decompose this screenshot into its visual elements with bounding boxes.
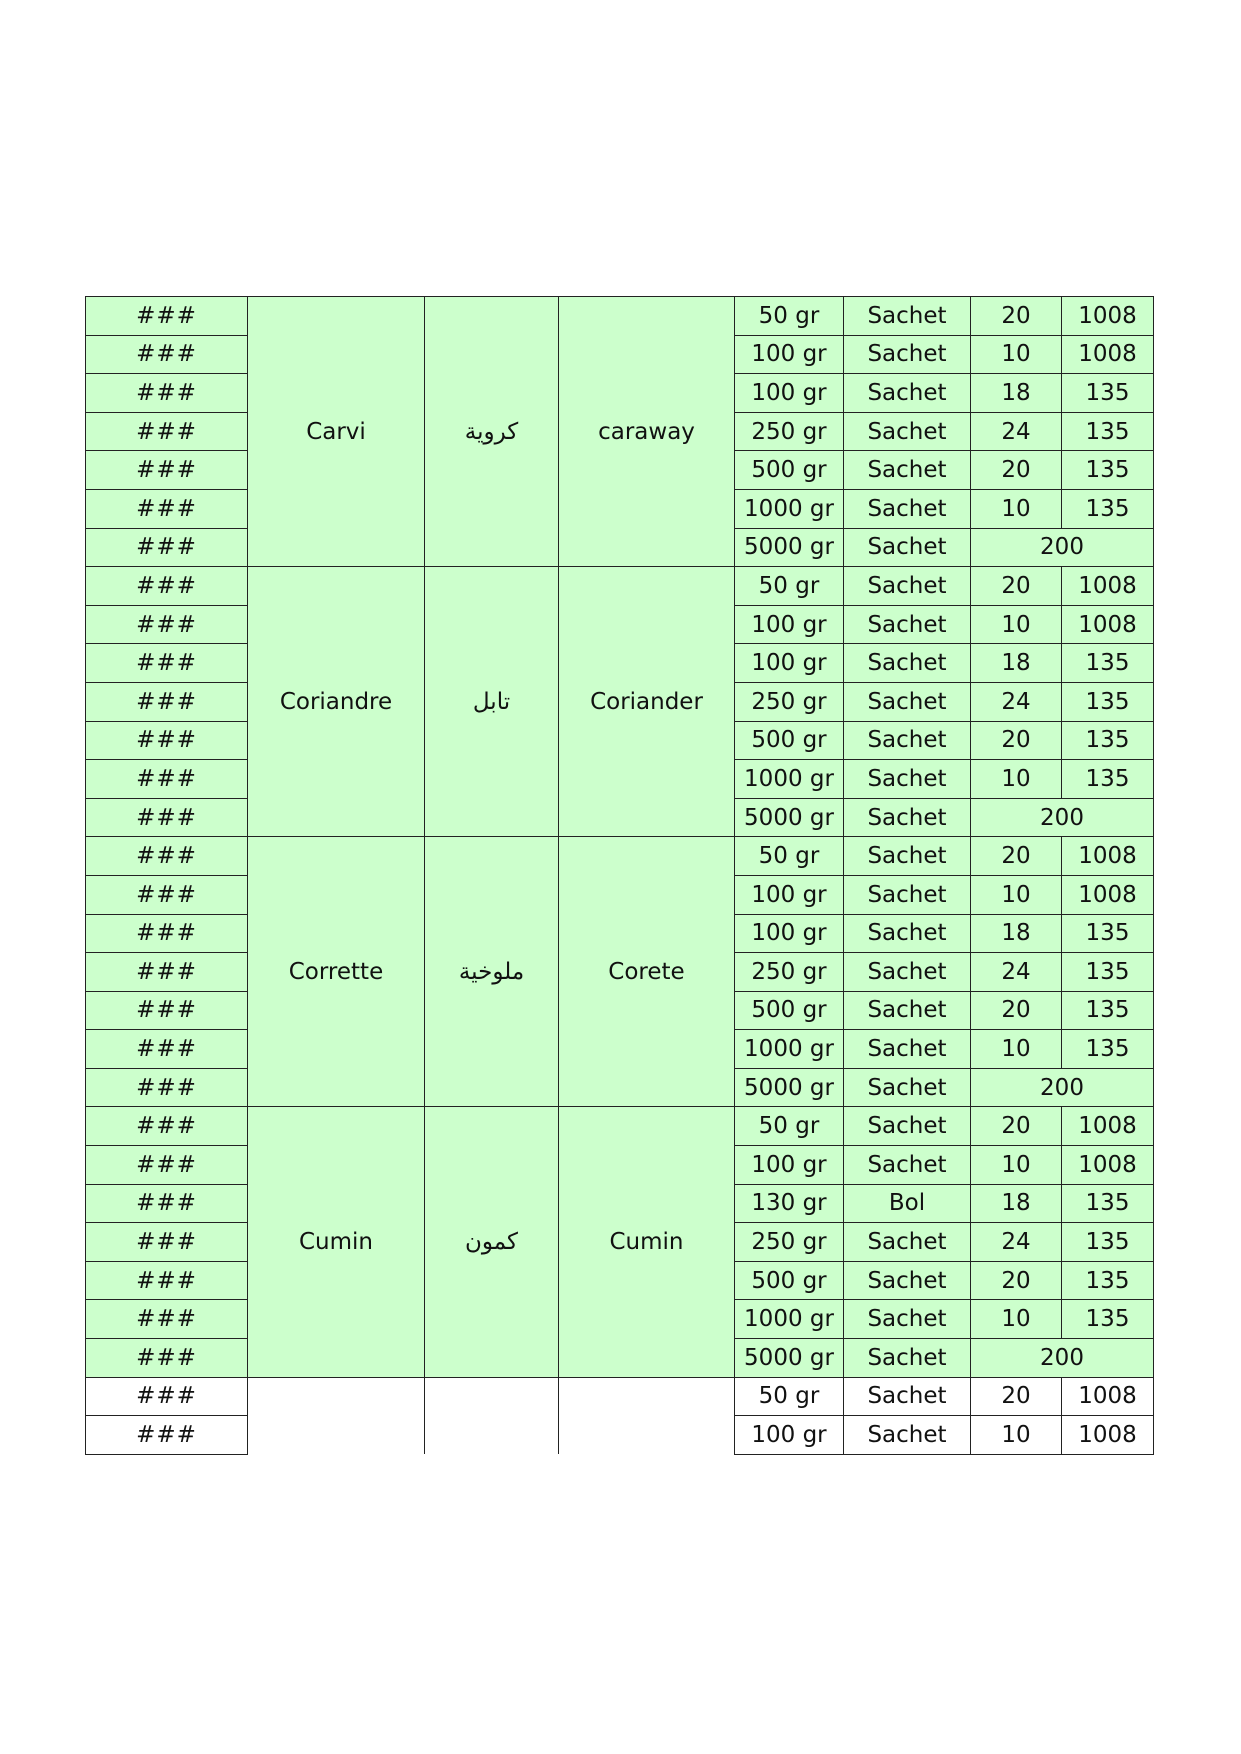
carton-cell: 135: [1062, 721, 1154, 760]
quantity-cell: 10: [971, 1146, 1062, 1185]
packaging-cell: Sachet: [844, 1068, 971, 1107]
weight-cell: 1000 gr: [735, 1300, 844, 1339]
quantity-cell: 10: [971, 489, 1062, 528]
packaging-cell: Sachet: [844, 798, 971, 837]
product-name-fr: Carvi: [248, 297, 425, 567]
code-cell: ###: [86, 991, 248, 1030]
code-cell: ###: [86, 721, 248, 760]
packaging-cell: Sachet: [844, 1377, 971, 1416]
packaging-cell: Bol: [844, 1184, 971, 1223]
weight-cell: 5000 gr: [735, 528, 844, 567]
weight-cell: 1000 gr: [735, 760, 844, 799]
packaging-cell: Sachet: [844, 875, 971, 914]
product-name-fr: Coriandre: [248, 567, 425, 837]
packaging-cell: Sachet: [844, 567, 971, 606]
carton-cell: 1008: [1062, 567, 1154, 606]
table-row: [86, 567, 1154, 606]
product-name-en: Corete: [559, 837, 735, 1107]
carton-cell: 1008: [1062, 1146, 1154, 1185]
code-cell: ###: [86, 1339, 248, 1378]
product-name-ar: تابل: [425, 567, 559, 837]
weight-cell: 250 gr: [735, 682, 844, 721]
product-name-ar: كمون: [425, 1107, 559, 1377]
weight-cell: 50 gr: [735, 297, 844, 336]
code-cell: ###: [86, 489, 248, 528]
packaging-cell: Sachet: [844, 953, 971, 992]
packaging-cell: Sachet: [844, 837, 971, 876]
code-cell: ###: [86, 1030, 248, 1069]
code-cell: ###: [86, 412, 248, 451]
carton-cell: 135: [1062, 1261, 1154, 1300]
product-name-fr: Corrette: [248, 837, 425, 1107]
weight-cell: 5000 gr: [735, 1068, 844, 1107]
packaging-cell: Sachet: [844, 760, 971, 799]
packaging-cell: Sachet: [844, 451, 971, 490]
table-row: [86, 1377, 1154, 1416]
weight-cell: 500 gr: [735, 1261, 844, 1300]
weight-cell: 1000 gr: [735, 489, 844, 528]
packaging-cell: Sachet: [844, 1300, 971, 1339]
carton-cell: 1008: [1062, 335, 1154, 374]
weight-cell: 500 gr: [735, 451, 844, 490]
packaging-cell: Sachet: [844, 1030, 971, 1069]
code-cell: ###: [86, 1068, 248, 1107]
packaging-cell: Sachet: [844, 721, 971, 760]
quantity-cell: 24: [971, 1223, 1062, 1262]
code-cell: ###: [86, 798, 248, 837]
code-cell: ###: [86, 451, 248, 490]
table-row: [86, 297, 1154, 336]
weight-cell: 100 gr: [735, 335, 844, 374]
weight-cell: 500 gr: [735, 721, 844, 760]
quantity-cell: 20: [971, 837, 1062, 876]
table-row: [86, 837, 1154, 876]
weight-cell: 1000 gr: [735, 1030, 844, 1069]
product-name-ar: كروية: [425, 297, 559, 567]
packaging-cell: Sachet: [844, 1146, 971, 1185]
quantity-cell: 18: [971, 914, 1062, 953]
quantity-cell: 10: [971, 335, 1062, 374]
quantity-cell: 18: [971, 1184, 1062, 1223]
code-cell: ###: [86, 1107, 248, 1146]
blank-name-en: [559, 1377, 735, 1454]
code-cell: ###: [86, 1377, 248, 1416]
quantity-cell: 20: [971, 721, 1062, 760]
weight-cell: 50 gr: [735, 837, 844, 876]
product-table: [85, 296, 1154, 1455]
quantity-cell: 20: [971, 1261, 1062, 1300]
code-cell: ###: [86, 1300, 248, 1339]
table-row: [86, 1107, 1154, 1146]
weight-cell: 100 gr: [735, 374, 844, 413]
carton-cell: 135: [1062, 489, 1154, 528]
carton-cell: 135: [1062, 760, 1154, 799]
weight-cell: 50 gr: [735, 567, 844, 606]
quantity-cell: 10: [971, 605, 1062, 644]
carton-cell: 135: [1062, 991, 1154, 1030]
carton-total-cell: 200: [971, 528, 1154, 567]
packaging-cell: Sachet: [844, 528, 971, 567]
quantity-cell: 10: [971, 760, 1062, 799]
code-cell: ###: [86, 914, 248, 953]
carton-cell: 1008: [1062, 1377, 1154, 1416]
code-cell: ###: [86, 1184, 248, 1223]
code-cell: ###: [86, 644, 248, 683]
weight-cell: 250 gr: [735, 1223, 844, 1262]
carton-cell: 135: [1062, 412, 1154, 451]
packaging-cell: Sachet: [844, 1223, 971, 1262]
quantity-cell: 20: [971, 1107, 1062, 1146]
weight-cell: 100 gr: [735, 1146, 844, 1185]
carton-cell: 135: [1062, 953, 1154, 992]
quantity-cell: 10: [971, 1300, 1062, 1339]
carton-cell: 1008: [1062, 605, 1154, 644]
carton-cell: 1008: [1062, 875, 1154, 914]
weight-cell: 100 gr: [735, 605, 844, 644]
code-cell: ###: [86, 297, 248, 336]
weight-cell: 5000 gr: [735, 798, 844, 837]
weight-cell: 130 gr: [735, 1184, 844, 1223]
packaging-cell: Sachet: [844, 1416, 971, 1455]
code-cell: ###: [86, 1261, 248, 1300]
carton-cell: 135: [1062, 682, 1154, 721]
packaging-cell: Sachet: [844, 489, 971, 528]
code-cell: ###: [86, 1416, 248, 1455]
carton-cell: 1008: [1062, 837, 1154, 876]
carton-cell: 1008: [1062, 1416, 1154, 1455]
carton-cell: 135: [1062, 1184, 1154, 1223]
quantity-cell: 24: [971, 953, 1062, 992]
code-cell: ###: [86, 875, 248, 914]
quantity-cell: 18: [971, 374, 1062, 413]
carton-cell: 135: [1062, 1223, 1154, 1262]
packaging-cell: Sachet: [844, 412, 971, 451]
quantity-cell: 18: [971, 644, 1062, 683]
weight-cell: 100 gr: [735, 644, 844, 683]
packaging-cell: Sachet: [844, 991, 971, 1030]
code-cell: ###: [86, 567, 248, 606]
code-cell: ###: [86, 682, 248, 721]
packaging-cell: Sachet: [844, 682, 971, 721]
quantity-cell: 10: [971, 1416, 1062, 1455]
blank-name-fr: [248, 1377, 425, 1454]
product-name-en: Coriander: [559, 567, 735, 837]
code-cell: ###: [86, 760, 248, 799]
quantity-cell: 20: [971, 567, 1062, 606]
code-cell: ###: [86, 374, 248, 413]
product-name-en: Cumin: [559, 1107, 735, 1377]
weight-cell: 250 gr: [735, 953, 844, 992]
quantity-cell: 24: [971, 412, 1062, 451]
product-name-fr: Cumin: [248, 1107, 425, 1377]
carton-cell: 135: [1062, 914, 1154, 953]
product-name-ar: ملوخية: [425, 837, 559, 1107]
code-cell: ###: [86, 335, 248, 374]
weight-cell: 100 gr: [735, 875, 844, 914]
quantity-cell: 10: [971, 875, 1062, 914]
code-cell: ###: [86, 953, 248, 992]
quantity-cell: 10: [971, 1030, 1062, 1069]
quantity-cell: 20: [971, 297, 1062, 336]
blank-name-ar: [425, 1377, 559, 1454]
packaging-cell: Sachet: [844, 374, 971, 413]
quantity-cell: 20: [971, 991, 1062, 1030]
code-cell: ###: [86, 605, 248, 644]
carton-cell: 135: [1062, 1300, 1154, 1339]
packaging-cell: Sachet: [844, 605, 971, 644]
packaging-cell: Sachet: [844, 1339, 971, 1378]
quantity-cell: 20: [971, 451, 1062, 490]
carton-cell: 1008: [1062, 297, 1154, 336]
product-name-en: caraway: [559, 297, 735, 567]
weight-cell: 100 gr: [735, 1416, 844, 1455]
packaging-cell: Sachet: [844, 914, 971, 953]
weight-cell: 5000 gr: [735, 1339, 844, 1378]
weight-cell: 250 gr: [735, 412, 844, 451]
packaging-cell: Sachet: [844, 1261, 971, 1300]
weight-cell: 100 gr: [735, 914, 844, 953]
quantity-cell: 24: [971, 682, 1062, 721]
packaging-cell: Sachet: [844, 644, 971, 683]
carton-cell: 1008: [1062, 1107, 1154, 1146]
carton-cell: 135: [1062, 451, 1154, 490]
code-cell: ###: [86, 528, 248, 567]
packaging-cell: Sachet: [844, 297, 971, 336]
quantity-cell: 20: [971, 1377, 1062, 1416]
code-cell: ###: [86, 1146, 248, 1185]
carton-total-cell: 200: [971, 798, 1154, 837]
code-cell: ###: [86, 1223, 248, 1262]
weight-cell: 500 gr: [735, 991, 844, 1030]
packaging-cell: Sachet: [844, 335, 971, 374]
product-table-body: [86, 297, 1154, 1455]
carton-total-cell: 200: [971, 1339, 1154, 1378]
carton-cell: 135: [1062, 1030, 1154, 1069]
carton-cell: 135: [1062, 374, 1154, 413]
carton-cell: 135: [1062, 644, 1154, 683]
carton-total-cell: 200: [971, 1068, 1154, 1107]
code-cell: ###: [86, 837, 248, 876]
weight-cell: 50 gr: [735, 1377, 844, 1416]
weight-cell: 50 gr: [735, 1107, 844, 1146]
packaging-cell: Sachet: [844, 1107, 971, 1146]
